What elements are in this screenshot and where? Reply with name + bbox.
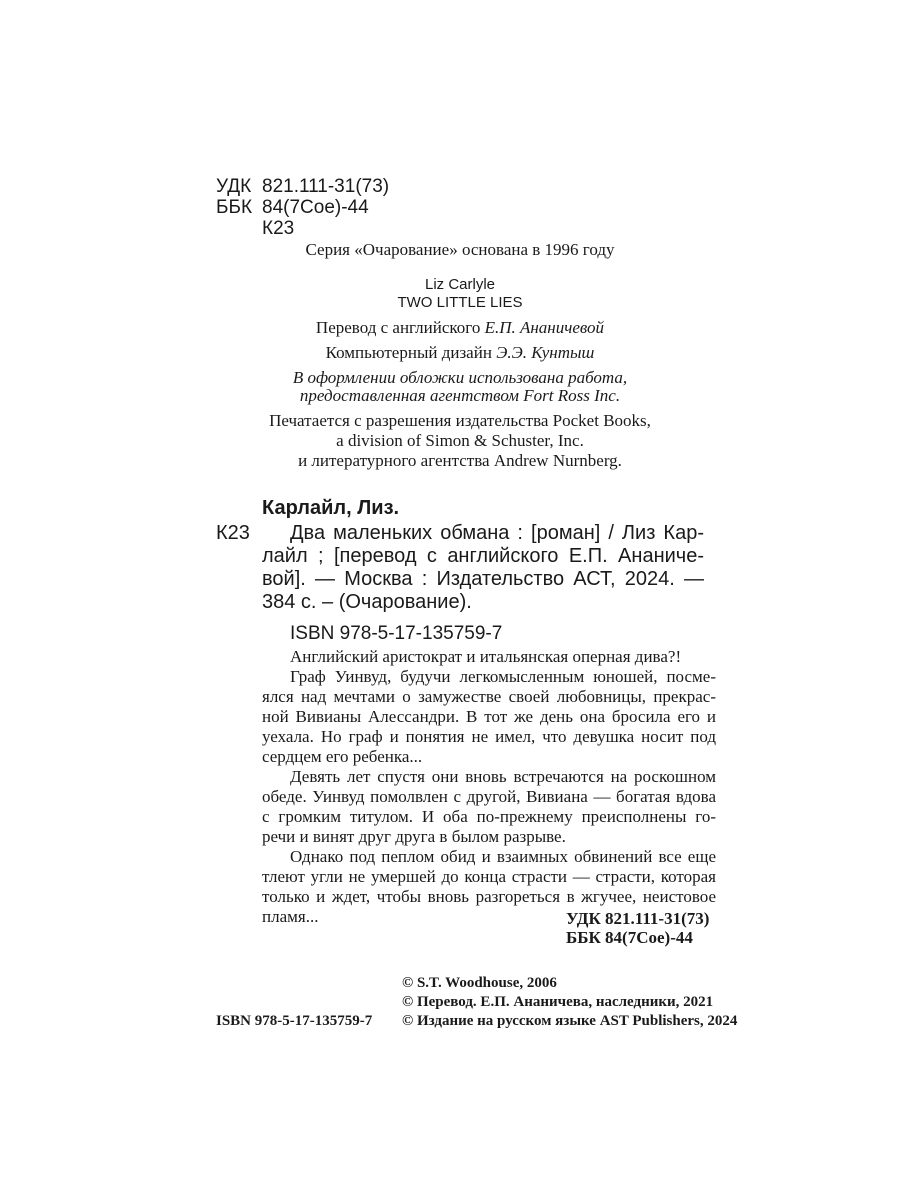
cover-note-line-2: предоставленная агентством Fort Ross Inc. [299,386,621,405]
bbk-value: 84(7Сое)-44 [262,197,369,218]
original-author: Liz Carlyle [424,276,496,293]
annotation-line-3: ялся над мечтами о замужестве своей любовницы, прекрас- [262,687,716,706]
annotation-line-2: Граф Уинвуд, будучи легкомысленным юношей, посме- [290,667,716,686]
annotation-line-8: обеде. Уинвуд помолвлен с другой, Вивиана — богатая вдова [262,787,716,806]
copyright-line-1: © S.T. Woodhouse, 2006 [402,975,557,991]
catalog-entry-line-1: Два маленьких обмана : [роман] / Лиз Кар- [290,522,704,544]
copyright-line-2: © Перевод. Е.П. Ананичева, наследники, 2021 [402,994,714,1010]
catalog-heading: Карлайл, Лиз. [262,497,400,519]
permission-line-3: и литературного агентства Andrew Nurnberg. [298,451,622,470]
design-label: Компьютерный дизайн [325,343,492,362]
permission-line-1: Печатается с разрешения издательства Pocket Books, [269,411,651,430]
footer-udk: УДК 821.111-31(73) [566,909,710,928]
translation-credit [216,318,704,338]
catalog-mark: К23 [216,522,250,544]
annotation-line-12: тлеют угли не умершей до конца страсти — страсти, которая [262,867,716,886]
design-credit [216,343,704,363]
translator-name: Е.П. Ананичевой [484,318,605,337]
annotation-line-6: сердцем его ребенка... [262,747,423,766]
annotation-line-11: Однако под пеплом обид и взаимных обвинений все еще [290,847,716,866]
catalog-entry-line-2: лайл ; [перевод с английского Е.П. Ананиче- [262,545,704,567]
udk-value: 821.111-31(73) [262,176,390,197]
annotation-line-9: с громким титулом. И оба по-прежнему преисполнены го- [262,807,716,826]
cover-note-line-1: В оформлении обложки использована работа, [292,368,628,387]
annotation-line-5: уехала. Но граф и понятия не имел, что девушка носит под [262,727,716,746]
permission-line-2: a division of Simon & Schuster, Inc. [336,431,584,450]
annotation-line-1: Английский аристократ и итальянская оперная дива?! [290,647,682,666]
annotation-line-7: Девять лет спустя они вновь встречаются на роскошном [290,767,716,786]
designer-name: Э.Э. Кунтыш [496,343,595,362]
bbk-label: ББК [216,197,253,218]
annotation-line-14: пламя... [262,907,319,926]
footer-bbk: ББК 84(7Сое)-44 [566,928,693,947]
translation-label: Перевод с английского [315,318,481,337]
udk-label: УДК [216,176,252,197]
annotation-line-13: только и ждет, чтобы вновь разгореться в жгучее, неистовое [262,887,716,906]
copyright-line-3: © Издание на русском языке AST Publishers, 2024 [402,1013,738,1029]
annotation-line-10: речи и винят друг друга в былом разрыве. [262,827,566,846]
catalog-isbn: ISBN 978-5-17-135759-7 [290,623,503,644]
copyright-isbn: ISBN 978-5-17-135759-7 [216,1013,373,1029]
annotation-line-4: ной Вивианы Алессандри. В тот же день она бросила его и [262,707,716,726]
catalog-entry-line-4: 384 с. – (Очарование). [262,591,472,613]
author-mark: К23 [262,218,295,239]
series-note: Серия «Очарование» основана в 1996 году [305,240,615,259]
original-title: TWO LITTLE LIES [397,294,523,311]
catalog-entry-line-3: вой]. — Москва : Издательство АСТ, 2024. — [262,568,704,590]
